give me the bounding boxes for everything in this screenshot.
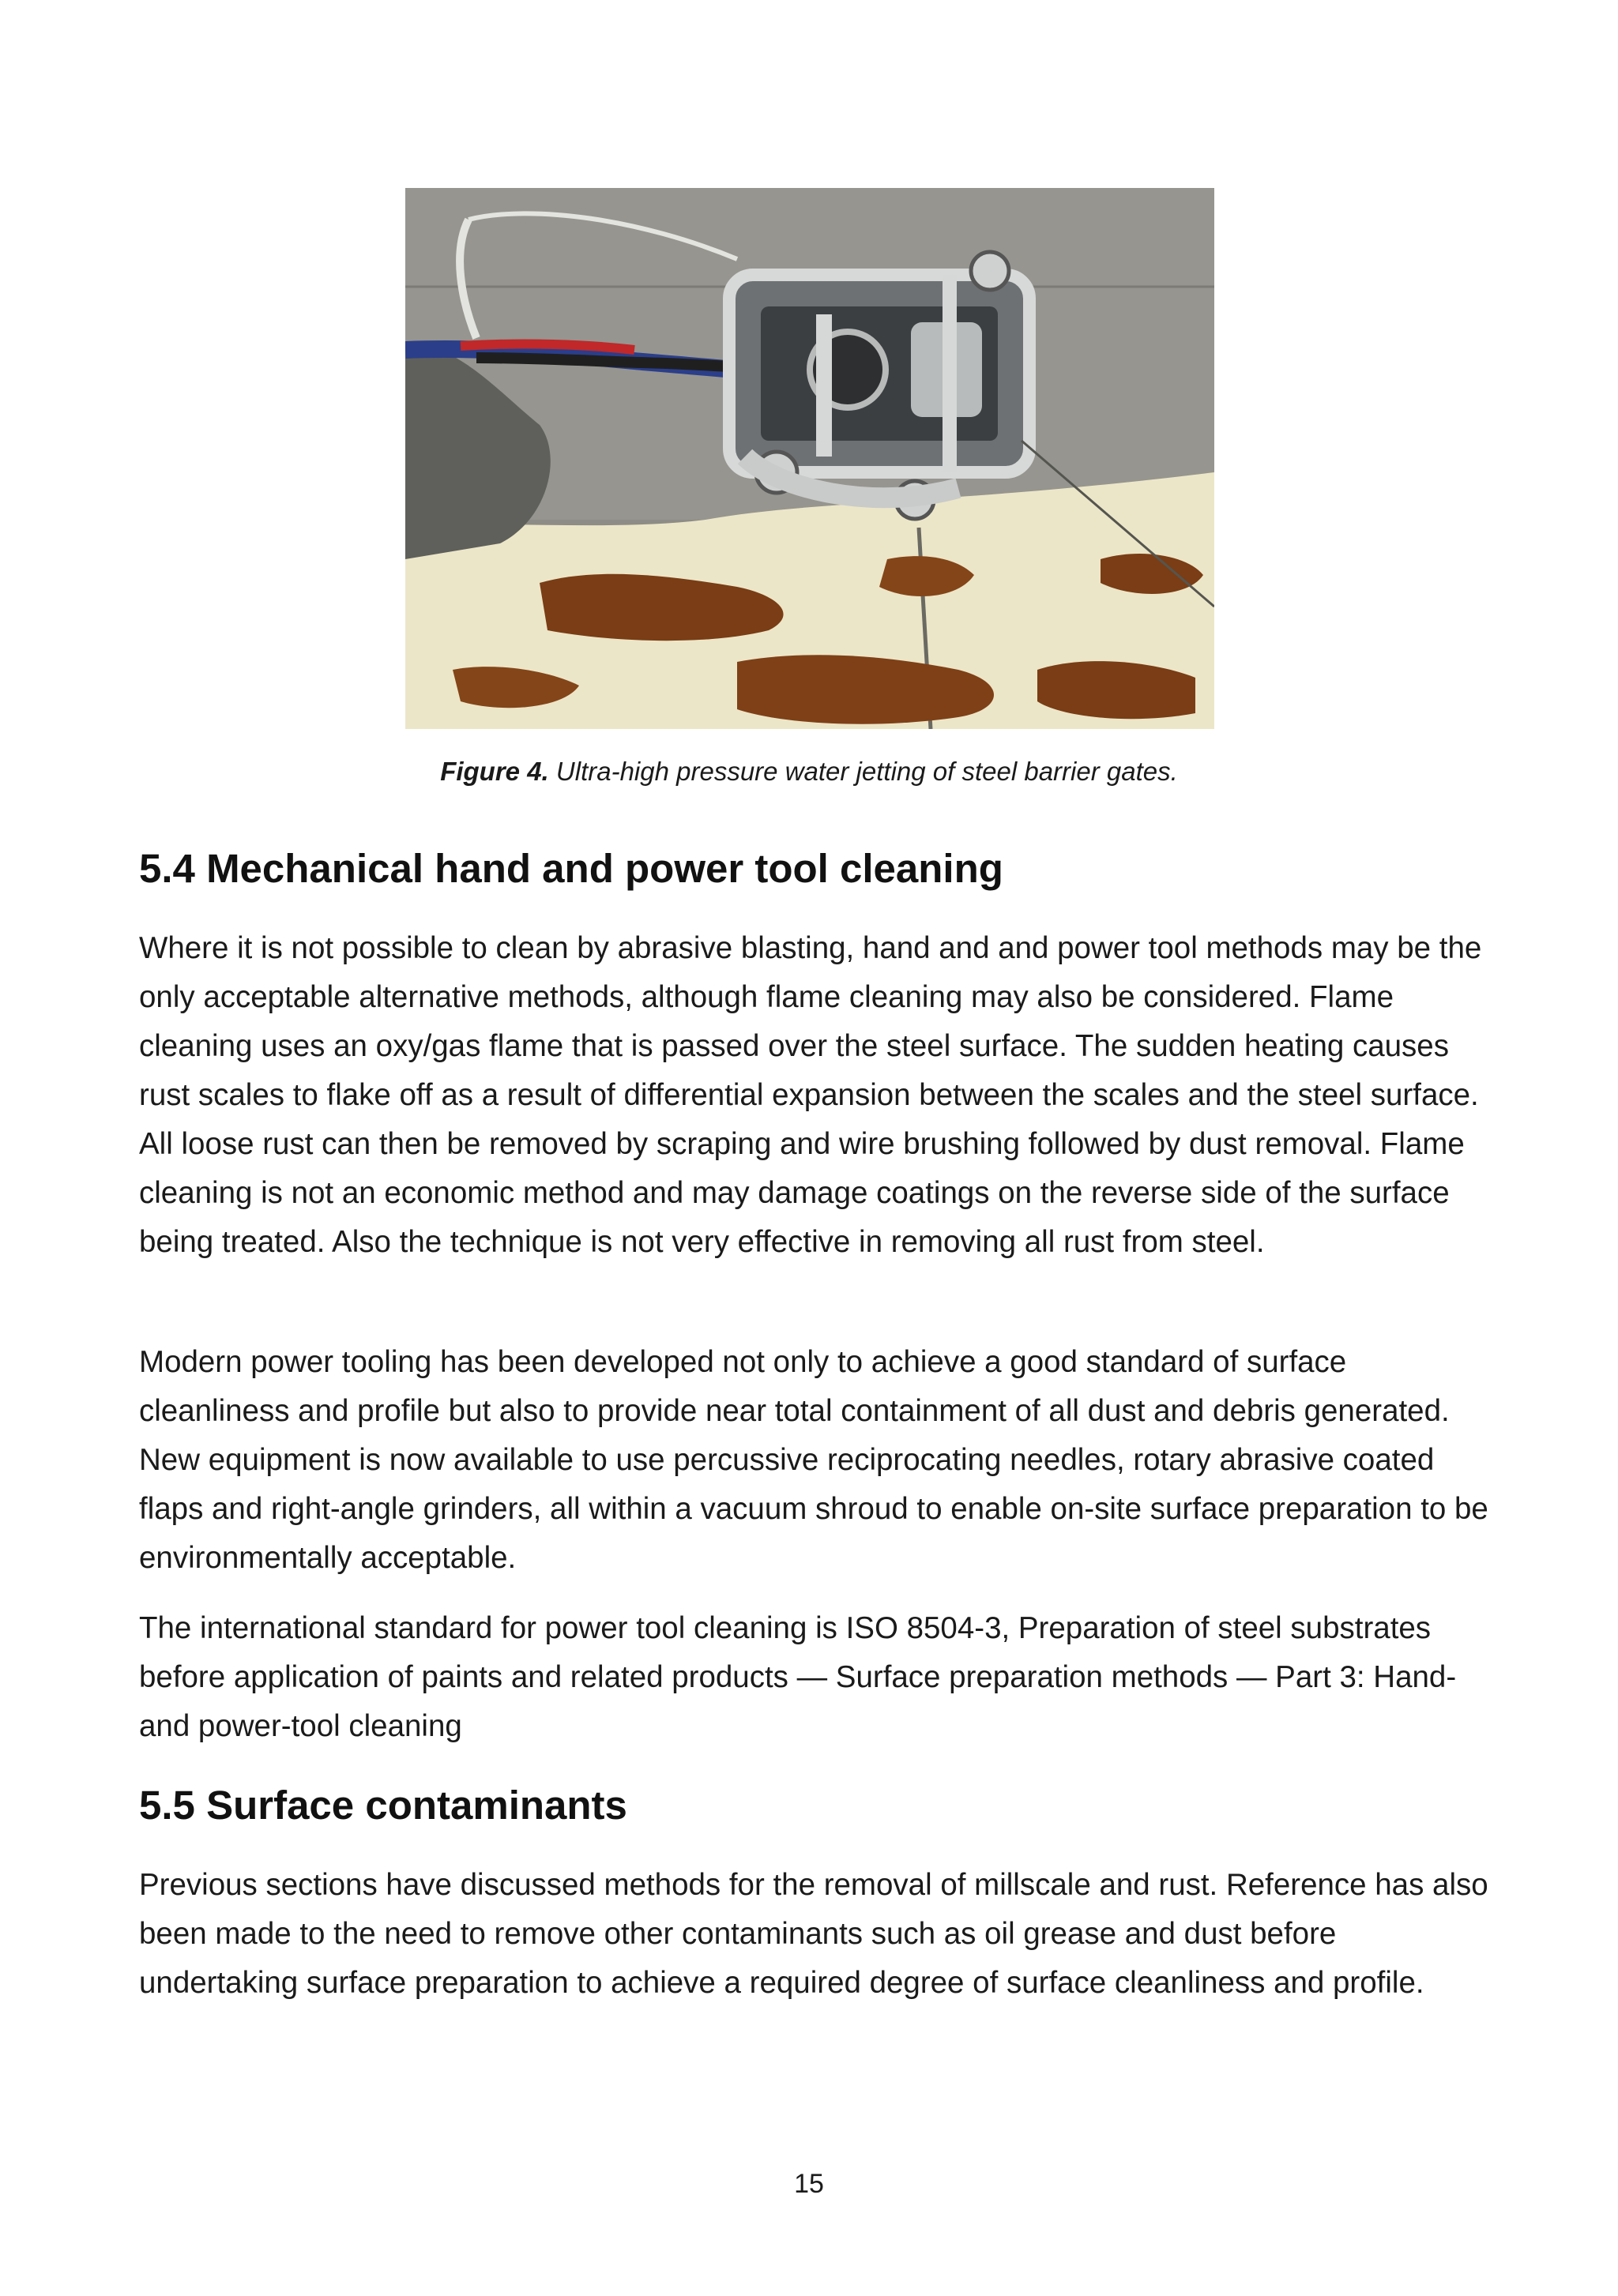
figure-label: Figure 4. xyxy=(440,757,549,786)
section-heading: 5.5 Surface contaminants xyxy=(139,1783,627,1828)
section-5-4-paragraph-3-block xyxy=(139,1604,1498,1751)
paragraph: The international standard for power tool cleaning is ISO 8504-3, Preparation of steel substrates before application of paints and related products — Surface preparation methods — Part 3: Hand-and power-tool cleaning xyxy=(139,1611,1457,1743)
paragraph: Where it is not possible to clean by abrasive blasting, hand and and power tool methods may be the only acceptable alternative methods, although flame cleaning may also be considered. Flame cleaning uses an oxy/gas flame that is passed over the steel surface. The sudden heating causes rust scales to flake off as a result of differential expansion between the scales and the steel surface. All loose rust can then be removed by scraping and wire brushing followed by dust removal. Flame cleaning is not an economic method and may damage coatings on the reverse side of the surface being treated. Also the technique is not very effective in removing all rust from steel. xyxy=(139,931,1482,1259)
paragraph: Previous sections have discussed methods for the removal of millscale and rust. Reference has also been made to the need to remove other contaminants such as oil grease and dust before undertaking surface preparation to achieve a required degree of surface cleanliness and profile. xyxy=(139,1868,1488,2000)
section-5-4-paragraph-2-block xyxy=(139,1338,1498,1583)
section-5-5-paragraph-1-block xyxy=(139,1861,1498,2008)
water-jetting-robot-photo xyxy=(405,188,1214,729)
figure-caption xyxy=(0,757,1618,787)
section-5-5 xyxy=(139,1781,1498,1830)
page-number: 15 xyxy=(794,2169,824,2199)
section-5-4-paragraph-1-block xyxy=(139,924,1498,1267)
paragraph: Modern power tooling has been developed not only to achieve a good standard of surface cleanliness and profile but also to provide near total containment of all dust and debris generated. New equipment is now available to use percussive reciprocating needles, rotary abrasive coated flaps and right-angle grinders, all within a vacuum shroud to enable on-site surface preparation to be environmentally acceptable. xyxy=(139,1345,1488,1575)
section-heading: 5.4 Mechanical hand and power tool cleaning xyxy=(139,846,1003,891)
figure-caption-text: Ultra-high pressure water jetting of steel barrier gates. xyxy=(555,757,1178,786)
figure-photo xyxy=(405,188,1214,729)
section-5-4 xyxy=(139,844,1498,893)
